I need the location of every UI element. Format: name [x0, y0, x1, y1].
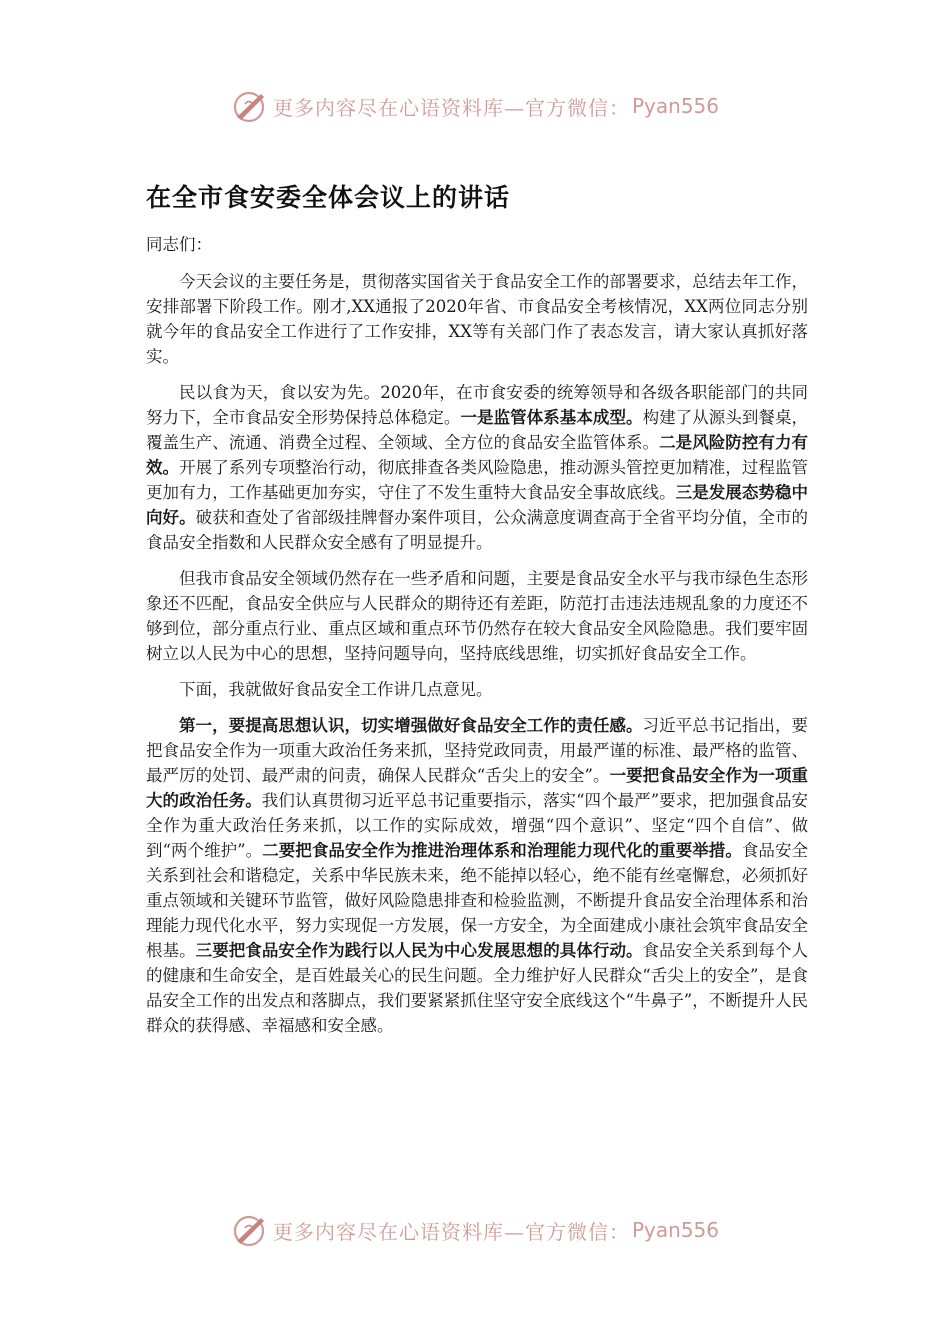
watermark-text: 更多内容尽在心语资料库—官方微信： [272, 1219, 630, 1244]
bold-heading-run: 一要把食品安全作为一项重大的政治任务。 [146, 766, 809, 810]
text-run: 破获和查处了省部级挂牌督办案件项目，公众满意度调查高于全省平均分值，全市的食品安全指数和人民群众安全感有了明显提升。 [146, 508, 809, 552]
salutation: 同志们： [146, 235, 212, 254]
pen-logo-icon [231, 87, 269, 125]
bold-heading-run: 三是发展态势稳中向好。 [146, 483, 808, 527]
text-run: 开展了系列专项整治行动，彻底排查各类风险隐患，推动源头管控更加精准，过程监管更加有力，工作基础更加夯实，守住了不发生重特大食品安全事故底线。 [146, 458, 809, 502]
paragraph-achievements [146, 380, 808, 555]
bold-heading-run: 第一，要提高思想认识，切实增强做好食品安全工作的责任感。 [179, 716, 643, 735]
pen-logo-icon [231, 1211, 269, 1249]
watermark-text: 更多内容尽在心语资料库—官方微信： [272, 95, 630, 120]
paragraph-point-one [146, 713, 808, 1038]
bold-heading-run: 二要把食品安全作为推进治理体系和治理能力现代化的重要举措。 [262, 841, 742, 860]
watermark-banner-top [0, 84, 950, 128]
watermark-banner-bottom [0, 1208, 950, 1252]
paragraph-problems: 但我市食品安全领域仍然存在一些矛盾和问题，主要是食品安全水平与我市绿色生态形象还不匹配，食品安全供应与人民群众的期待还有差距，防范打击违法违规乱象的力度还不够到位，部分重点行业、重点区域和重点环节仍然存在较大食品安全风险隐患。我们要牢固树立以人民为中心的思想，坚持问题导向，坚持底线思维，切实抓好食品安全工作。 [146, 569, 808, 663]
text-run: 食品安全关系到每个人的健康和生命安全，是百姓最关心的民生问题。全力维护好人民群众“舌尖上的安全”，是食品安全工作的出发点和落脚点，我们要紧紧抓住坚守安全底线这个“牛鼻子”，不断提升人民群众的获得感、幸福感和安全感。 [146, 941, 809, 1035]
document-title: 在全市食安委全体会议上的讲话 [146, 183, 511, 212]
text-run: 我们认真贯彻习近平总书记重要指示，落实“四个最严”要求，把加强食品安全作为重大政治任务来抓，以工作的实际成效，增强“四个意识”、坚定“四个自信”、做到“两个维护”。 [146, 791, 809, 860]
bold-heading-run: 一是监管体系基本成型。 [460, 408, 643, 427]
paragraph-intro: 今天会议的主要任务是，贯彻落实国省关于食品安全工作的部署要求，总结去年工作，安排部署下阶段工作。刚才,XX通报了2020年省、市食品安全考核情况，XX两位同志分别就今年的食品安全工作进行了工作安排，XX等有关部门作了表态发言，请大家认真抓好落实。 [146, 272, 808, 366]
watermark-id: Pyan556 [631, 94, 719, 118]
document-body [146, 232, 808, 1049]
bold-heading-run: 三要把食品安全作为践行以人民为中心发展思想的具体行动。 [195, 941, 643, 960]
text-run: 食品安全关系到社会和谐稳定，关系中华民族未来，绝不能掉以轻心，绝不能有丝毫懈怠，必须抓好重点领域和关键环节监管，做好风险隐患排查和检验监测，不断提升食品安全治理体系和治理能力现代化水平，努力实现促一方发展，保一方安全，为全面建成小康社会筑牢食品安全根基。 [146, 841, 809, 960]
text-run: 构建了从源头到餐桌，覆盖生产、流通、消费全过程、全领域、全方位的食品安全监管体系。 [146, 408, 809, 452]
bold-heading-run: 二是风险防控有力有效。 [146, 433, 809, 477]
watermark-id: Pyan556 [631, 1218, 719, 1242]
text-run: 习近平总书记指出，要把食品安全作为一项重大政治任务来抓，坚持党政同责，用最严谨的标准、最严格的监管、最严厉的处罚、最严肃的问责，确保人民群众“舌尖上的安全”。 [146, 716, 809, 785]
text-run: 民以食为天，食以安为先。2020年，在市食安委的统筹领导和各级各职能部门的共同努力下，全市食品安全形势保持总体稳定。 [146, 383, 808, 427]
paragraph-transition: 下面，我就做好食品安全工作讲几点意见。 [179, 680, 493, 699]
